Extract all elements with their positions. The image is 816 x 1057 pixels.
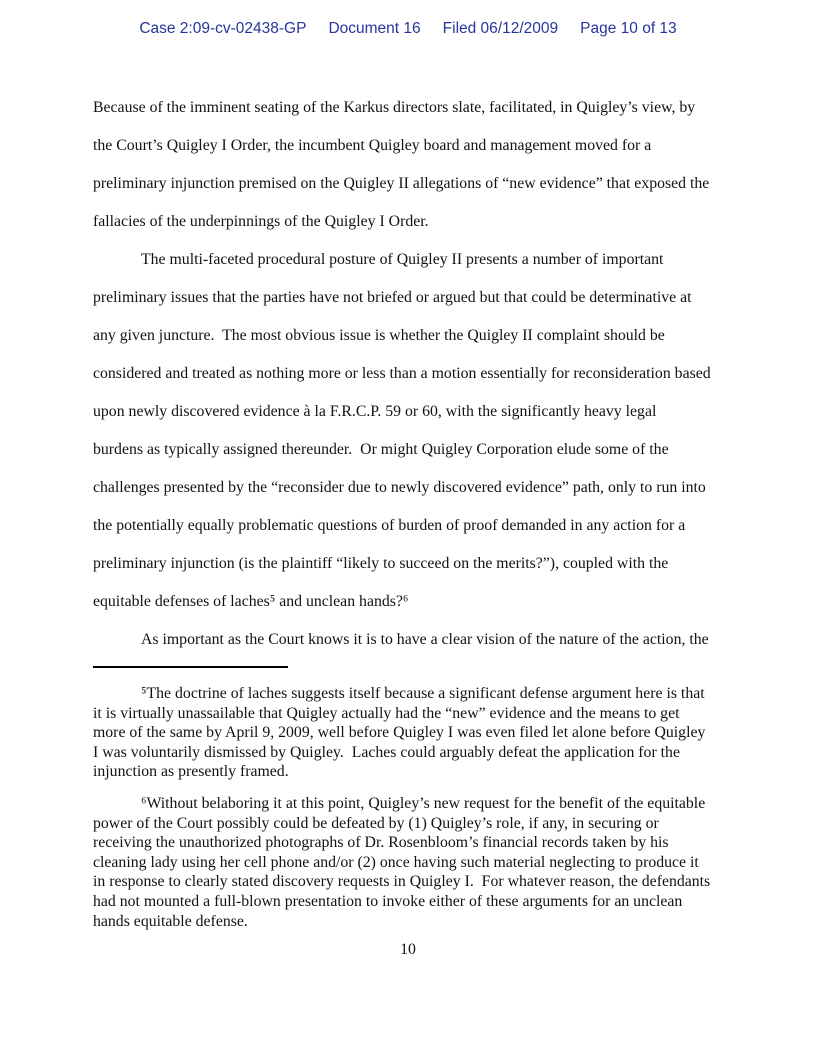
text-line: Because of the imminent seating of the Karkus directors slate, facilitated, in Quigley’s view, by: [93, 99, 696, 116]
text-line: ⁶Without belaboring it at this point, Quigley’s new request for the benefit of the equitable: [141, 795, 706, 812]
footnote-5: [93, 684, 741, 782]
text-line: cleaning lady using her cell phone and/or (2) once having such material neglecting to produce it: [93, 853, 699, 871]
text-line: injunction as presently framed.: [93, 763, 289, 781]
text-line: the Court’s Quigley I Order, the incumbent Quigley board and management moved for a: [93, 137, 652, 154]
text-line: had not mounted a full-blown presentation to invoke either of these arguments for an unclean: [93, 892, 683, 910]
text-line: power of the Court possibly could be defeated by (1) Quigley’s role, if any, in securing or: [93, 814, 659, 832]
text-line: preliminary injunction (is the plaintiff “likely to succeed on the merits?”), coupled with the: [93, 555, 669, 572]
filed-date: Filed 06/12/2009: [442, 20, 559, 37]
text-line: challenges presented by the “reconsider due to newly discovered evidence” path, only to run into: [93, 479, 706, 496]
text-line: burdens as typically assigned thereunder. Or might Quigley Corporation elude some of the: [93, 441, 669, 458]
text-line: considered and treated as nothing more or less than a motion essentially for reconsideration based: [93, 365, 711, 382]
text-line: The multi-faceted procedural posture of Quigley II presents a number of important: [141, 251, 664, 268]
text-line: more of the same by April 9, 2009, well before Quigley I was even filed let alone before Quigley: [93, 724, 706, 742]
text-line: it is virtually unassailable that Quigley actually had the “new” evidence and the means to get: [93, 704, 680, 722]
text-line: equitable defenses of laches⁵ and unclean hands?⁶: [93, 593, 409, 610]
document-body: [93, 89, 741, 659]
page-number: 10: [400, 941, 416, 958]
text-line: ⁵The doctrine of laches suggests itself because a significant defense argument here is that: [141, 685, 705, 702]
footnote-separator: [93, 666, 288, 668]
document-number: Document 16: [328, 20, 421, 37]
body-paragraph: [93, 241, 741, 621]
text-line: As important as the Court knows it is to have a clear vision of the nature of the action, the: [141, 631, 709, 648]
text-line: fallacies of the underpinnings of the Quigley I Order.: [93, 213, 429, 230]
footnote-6: [93, 794, 741, 931]
text-line: in response to clearly stated discovery requests in Quigley I. For whatever reason, the defendants: [93, 873, 711, 891]
text-line: I was voluntarily dismissed by Quigley. Laches could arguably defeat the application for the: [93, 743, 680, 761]
body-paragraph: [93, 621, 741, 659]
body-paragraph: [93, 89, 741, 241]
page-indicator: Page 10 of 13: [580, 20, 677, 37]
text-line: preliminary injunction premised on the Quigley II allegations of “new evidence” that exposed the: [93, 175, 710, 192]
text-line: any given juncture. The most obvious issue is whether the Quigley II complaint should be: [93, 327, 665, 344]
case-number: Case 2:09-cv-02438-GP: [139, 20, 307, 37]
text-line: receiving the unauthorized photographs of Dr. Rosenbloom’s financial records taken by his: [93, 834, 669, 852]
case-stamp-header: [0, 20, 816, 38]
text-line: hands equitable defense.: [93, 912, 248, 930]
text-line: the potentially equally problematic questions of burden of proof demanded in any action for a: [93, 517, 686, 534]
text-line: upon newly discovered evidence à la F.R.C.P. 59 or 60, with the significantly heavy legal: [93, 403, 657, 420]
text-line: preliminary issues that the parties have not briefed or argued but that could be determinative at: [93, 289, 692, 306]
